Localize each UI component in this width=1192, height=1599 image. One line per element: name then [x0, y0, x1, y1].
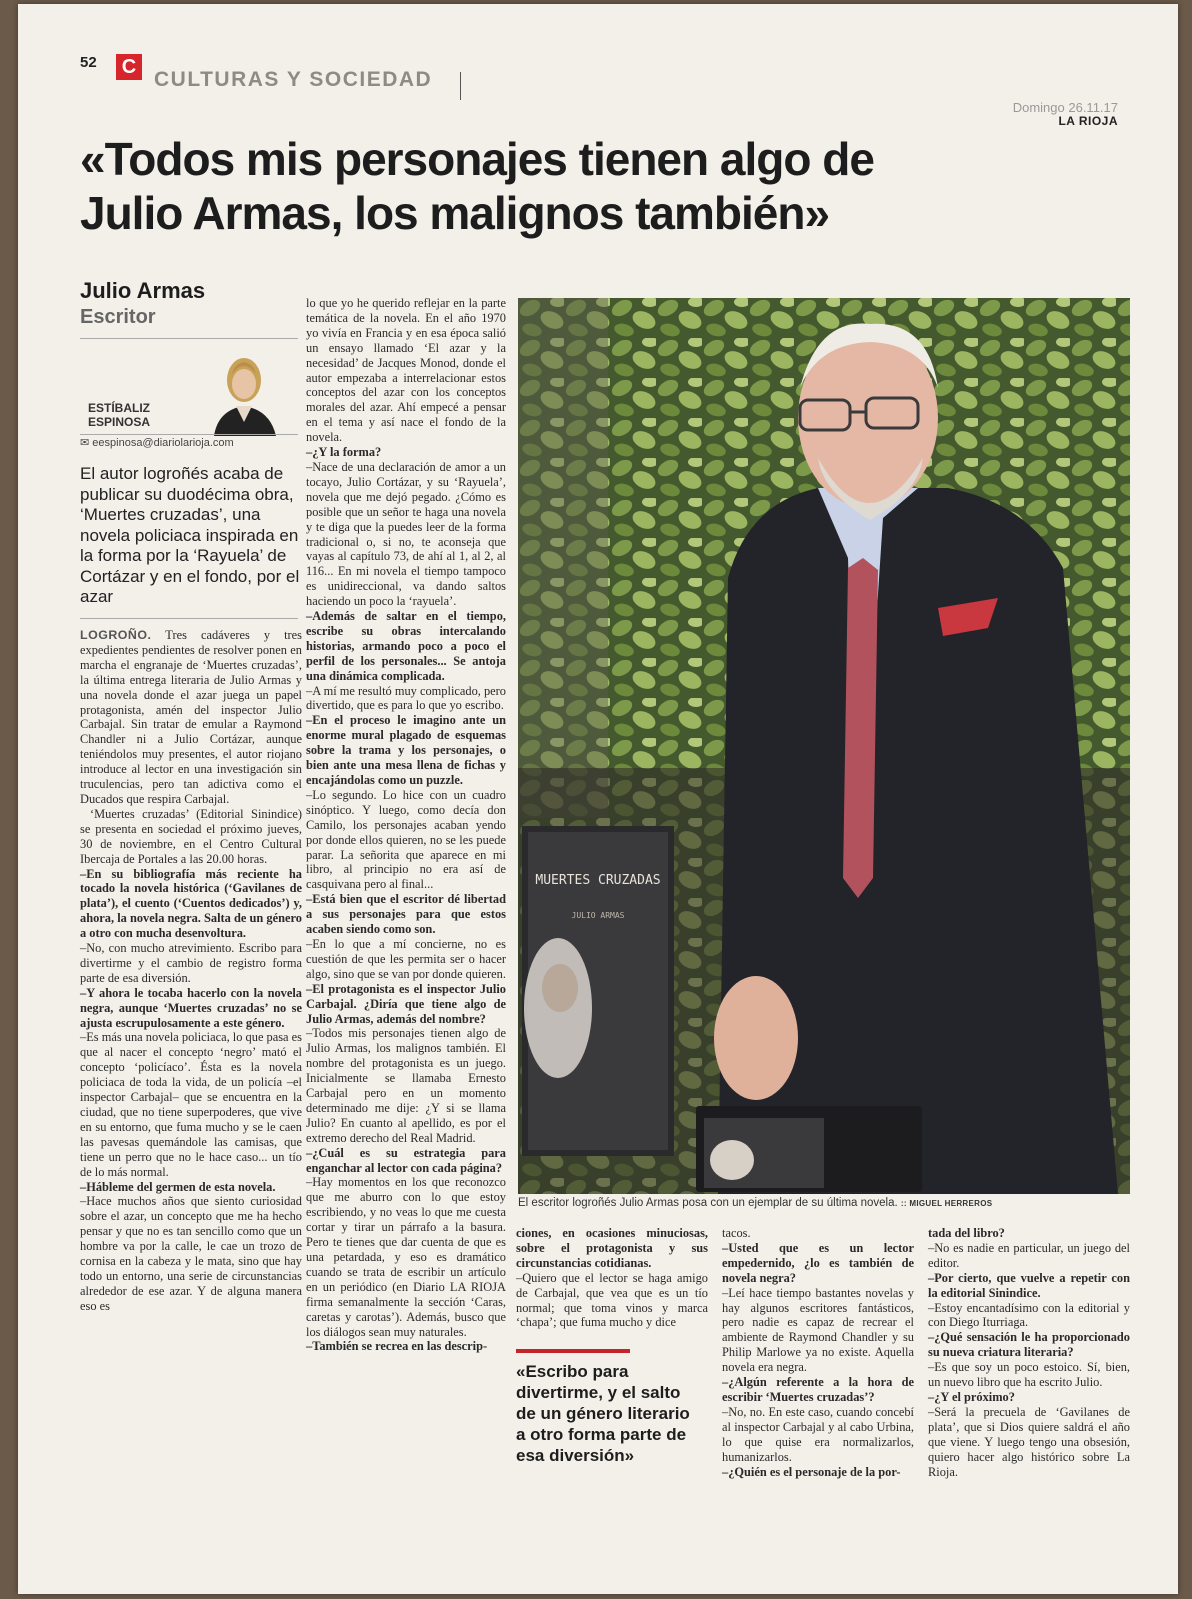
book-author: JULIO ARMAS	[571, 911, 625, 920]
author-email[interactable]	[80, 436, 234, 449]
photo-image	[518, 298, 1130, 1194]
interview-question: tada del libro?	[928, 1226, 1005, 1240]
article-column-4	[722, 1226, 914, 1479]
interview-answer: –Lo segundo. Lo hice con un cuadro sinóptico. Y luego, como decía don Camilo, los personajes acaban yendo por donde ellos quieren, no se les puede parar. La señorita que aparece en mi libro, al principio no era así de casquivana pero al final...	[306, 787, 506, 892]
interview-question: –En su bibliografía más reciente ha tocado la novela histórica (‘Gavilanes de plata’), el cuento (‘Cuentos dedicados’) y, ahora, la novela negra. Salta de un género a otro con mucha desenvoltura.	[80, 866, 302, 941]
interview-answer: –Nace de una declaración de amor a un tocayo, Julio Cortázar, y su ‘Rayuela’, novela que me dejó pegado. ¿Cómo es posible que un señor te haga una novela y te diga que la puedes leer de la forma tradicional o, si no, te aconseja que vayas al capítulo 73, de ahí al 1, al 2, al 116... En mi novela el tiempo tampoco es unidireccional, va dando saltos haciendo un poco la ‘rayuela’.	[306, 459, 506, 609]
byline-rule-top	[80, 338, 298, 339]
dateline: LOGROÑO.	[80, 628, 152, 642]
interview-answer: –No es nadie en particular, un juego del editor.	[928, 1240, 1130, 1270]
interview-answer: –A mí me resultó muy complicado, pero divertido, que es para lo que yo escribo.	[306, 683, 506, 713]
author-last-name: ESPINOSA	[88, 415, 151, 429]
interview-answer: –Leí hace tiempo bastantes novelas y hay algunos escritores fantásticos, pero nadie es capaz de recrear el ambiente de Raymond Chandler y su Philip Marlowe ya no existe. Aquella novela era negra.	[722, 1285, 914, 1375]
interviewee-role: Escritor	[80, 306, 156, 328]
byline-rule-bottom	[80, 434, 298, 435]
article-column-1	[80, 628, 302, 1314]
author-first-name: ESTÍBALIZ	[88, 401, 150, 415]
issue-date: Domingo 26.11.17	[1012, 100, 1118, 115]
interview-answer: tacos.	[722, 1226, 751, 1240]
headline	[80, 132, 1080, 240]
lead-paragraph: El autor logroñés acaba de publicar su duodécima obra, ‘Muertes cruzadas’, una novela policiaca inspirada en la forma por la ‘Rayuela’ de Cortázar y en el fondo, por el azar	[80, 464, 300, 606]
book-cover	[522, 826, 674, 1156]
interview-question: –¿Y el próximo?	[928, 1389, 1015, 1404]
article-column-2	[306, 296, 506, 1354]
interview-question: –Está bien que el escritor dé libertad a sus personajes para que estos acaben siendo como son.	[306, 892, 506, 937]
interview-question: –Usted que es un lector empedernido, ¿lo es también de novela negra?	[722, 1240, 914, 1285]
interview-question: –¿Quién es el personaje de la por-	[722, 1464, 901, 1479]
author-portrait	[206, 344, 282, 436]
interview-answer: –Es que soy un poco estoico. Sí, bien, un nuevo libro que ha escrito Julio.	[928, 1360, 1130, 1390]
headline-line-1: «Todos mis personajes tienen algo de	[80, 133, 874, 185]
article-column-5	[928, 1226, 1130, 1479]
pullquote-rule	[516, 1349, 630, 1353]
interview-question: –En el proceso le imagino ante un enorme mural plagado de esquemas sobre la trama y los personajes, o bien ante una mesa llena de fichas y encajándolas como un puzzle.	[306, 713, 506, 787]
interview-answer: –Todos mis personajes tienen algo de Julio Armas, los malignos también. El nombre del protagonista es un juego. Inicialmente se llamaba Ernesto Carbajal pero en un momento determinado me dije: ¿Y si se llama Julio? En cuanto al apellido, es por el extremo derecho del Real Madrid.	[306, 1026, 506, 1145]
section-logo: C	[116, 54, 142, 80]
interview-question: ciones, en ocasiones minuciosas, sobre el protagonista y sus circunstancias cotidianas.	[516, 1226, 708, 1270]
interview-question: –¿Qué sensación le ha proporcionado su nueva criatura literaria?	[928, 1330, 1130, 1360]
author-name	[88, 401, 188, 429]
interview-question: –¿Y la forma?	[306, 445, 382, 460]
photo-caption	[518, 1197, 1130, 1209]
section-title: CULTURAS Y SOCIEDAD	[154, 68, 433, 91]
interview-question: –Hábleme del germen de esta novela.	[80, 1179, 276, 1194]
interview-answer: –Será la precuela de ‘Gavilanes de plata’, que si Dios quiere saldrá el año que viene. Y luego tengo una obsesión, quiero hacer algo histórico sobre La Rioja.	[928, 1404, 1130, 1479]
mail-icon: ✉	[80, 437, 93, 449]
interview-answer: –Es más una novela policiaca, lo que pasa es que al nacer el concepto ‘negro’ mató el concepto ‘policíaco’. Ésta es la novela policiaca de toda la vida, de un policía –el inspector Carbajal– que se encuentra en la ciudad, que no tiene superpoderes, que vive en su entorno, que fuma mucho y se le caen las pavesas quemándole las camisas, que tiene un perro que no le hace caso... un tío de lo más normal.	[80, 1030, 302, 1179]
interview-answer: –Hay momentos en los que reconozco que me aburro con lo que estoy escribiendo, y no veas lo que me cuesta cortar y tirar un párrafo a la basura. Pero te tienes que dar cuenta de que es una petardada, y eso es dramático cuando se trata de escribir un artículo en un periódico (en Diario LA RIOJA firma semanalmente la sección ‘Caras, caretas y carotas’). Además, busco que los diálogos sean muy naturales.	[306, 1175, 506, 1339]
article-photo	[518, 298, 1130, 1194]
interview-question: –Por cierto, que vuelve a repetir con la editorial Sinindice.	[928, 1270, 1130, 1300]
interview-question: –¿Cuál es su estrategia para enganchar al lector con cada página?	[306, 1145, 506, 1175]
interview-answer: –Hace muchos años que siento curiosidad sobre el azar, un concepto que me ha hecho pensar y que no es tan sencillo como que un hombre va por la calle, le cae un trozo de cornisa en la cabeza y le mata, sino que hay todo un entorno, una serie de circunstancias alrededor de ese azar. Y de alguna manera eso es	[80, 1194, 302, 1313]
pullquote: «Escribo para divertirme, y el salto de un género literario a otro forma parte de esa diversión»	[516, 1362, 690, 1465]
section-divider	[460, 72, 461, 100]
interviewee-name: Julio Armas	[80, 278, 206, 303]
article-paragraph: ‘Muertes cruzadas’ (Editorial Sinindice) se presenta en sociedad el próximo jueves, 30 de noviembre, en el Centro Cultural Ibercaja de Portales a las 20.00 horas.	[80, 806, 302, 866]
interview-question: –¿Algún referente a la hora de escribir ‘Muertes cruzadas’?	[722, 1375, 914, 1404]
interview-answer: –Estoy encantadísimo con la editorial y con Diego Iturriaga.	[928, 1300, 1130, 1330]
interview-answer: –No, no. En este caso, cuando concebí al inspector Carbajal y al cabo Urbina, lo que quise era normalizarlos, humanizarlos.	[722, 1404, 914, 1464]
book-on-table	[696, 1106, 922, 1192]
article-paragraph: Tres cadáveres y tres expedientes pendientes de resolver ponen en marcha el engranaje de ‘Muertes cruzadas’, la última entrega literaria de Julio Armas y una novela donde el azar juega un papel protagonista, amén del inspector Julio Carbajal. Sin tratar de emular a Raymond Chandler ni a Julio Cortázar, aunque teniéndolos muy presentes, el autor riojano introduce al lector en una investigación sin truculencias, pero tan adictiva como el Ducados que respira Carbajal.	[80, 628, 302, 806]
newspaper-name: LA RIOJA	[1058, 114, 1118, 128]
interview-question: –También se recrea en las descrip-	[306, 1339, 488, 1354]
interview-answer: lo que yo he querido reflejar en la parte temática de la novela. En el año 1970 yo vivía en Francia y en esa época salió un ensayo llamado ‘El azar y la necesidad’ de Jacques Monod, donde el autor empezaba a interrelacionar estos conceptos del azar con los conceptos morales del azar. Ahí empecé a pensar en el tema y así nace el fondo de la novela.	[306, 296, 506, 445]
photo-credit: :: MIGUEL HERREROS	[900, 1199, 993, 1208]
interview-question: –El protagonista es el inspector Julio Carbajal. ¿Diría que tiene algo de Julio Armas, además del nombre?	[306, 981, 506, 1026]
author-email-text: eespinosa@diariolarioja.com	[92, 437, 234, 449]
interview-answer: –En lo que a mí concierne, no es cuestión de que les permita ser o hacer algo, sino que se van por donde quieren.	[306, 936, 506, 981]
article-column-3	[516, 1226, 708, 1330]
caption-text: El escritor logroñés Julio Armas posa con un ejemplar de su última novela.	[518, 1197, 898, 1209]
headline-line-2: Julio Armas, los malignos también»	[80, 187, 830, 239]
lead-rule	[80, 618, 298, 619]
book-title: MUERTES CRUZADAS	[535, 873, 661, 888]
interview-answer: –No, con mucho atrevimiento. Escribo para divertirme y el cambio de registro forma parte de esa diversión.	[80, 941, 302, 985]
interview-question: –Y ahora le tocaba hacerlo con la novela negra, aunque ‘Muertes cruzadas’ no se ajusta escrupulosamente a este género.	[80, 985, 302, 1030]
interview-answer: –Quiero que el lector se haga amigo de Carbajal, que vea que es un tío normal; que toma vinos y marca ‘chapa’; que fuma mucho y dice	[516, 1270, 708, 1330]
page-number: 52	[80, 54, 97, 71]
newspaper-page	[18, 4, 1178, 1594]
interview-question: –Además de saltar en el tiempo, escribe su obras intercalando historias, armando poco a poco el perfil de los personales... Se antoja una dinámica complicada.	[306, 609, 506, 683]
